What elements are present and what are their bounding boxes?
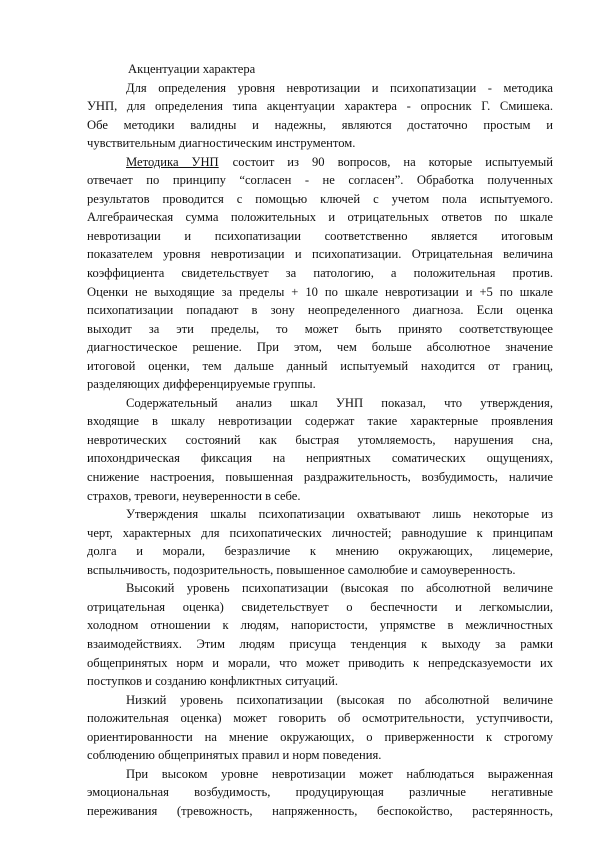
text-line: невротических состояний как быстрая утомляемость, нарушения сна,: [87, 432, 553, 447]
text-line: отрицательная оценка) свидетельствует о беспечности и легкомыслии,: [87, 599, 553, 614]
text-line: поступков и созданию конфликтных ситуаций.: [87, 674, 338, 689]
paragraph-unp-method: [87, 153, 553, 394]
text-line: результатов проводится с помощью ключей с учетом пола испытуемого.: [87, 191, 553, 206]
text-line: переживания (тревожность, напряженность, беспокойство, растерянность,: [87, 803, 553, 818]
text-line: вспыльчивость, подозрительность, повышенное самолюбие и самоуверенность.: [87, 562, 516, 577]
text-line: входящие в шкалу невротизации содержат такие характерные проявления: [87, 414, 553, 429]
paragraph-low-psychopathization: [87, 691, 553, 765]
text-line: Оценки не выходящие за пределы + 10 по шкале невротизации и +5 по шкале: [87, 284, 553, 299]
text-line: показателем уровня невротизации и психопатизации. Отрицательная величина: [87, 247, 553, 262]
text-line-rest: состоит из 90 вопросов, на которые испытуемый: [232, 154, 553, 169]
text-line: ипохондрическая фиксация на неприятных соматических ощущениях,: [87, 451, 553, 466]
text-line: Алгебраическая сумма положительных и отрицательных ответов по шкале: [87, 210, 553, 225]
text-line: чувствительным диагностическим инструментом.: [87, 136, 356, 151]
paragraph-methods-intro: [87, 79, 553, 153]
text-line: итоговой оценки, тем дальше данный испытуемый находится от границ,: [87, 358, 553, 373]
text-line: страхов, тревоги, неуверенности в себе.: [87, 488, 301, 503]
text-line: разделяющих дифференцируемые группы.: [87, 377, 316, 392]
paragraph-high-psychopathization: [87, 579, 553, 690]
text-line: При высоком уровне невротизации может наблюдаться выраженная: [126, 766, 553, 781]
text-line: черт, характерных для психопатических личностей; равнодушие к принципам: [87, 525, 553, 540]
text-line: холодном отношении к людям, напористости, упрямстве в межличностных: [87, 618, 553, 633]
text-line: соблюдению общепринятых правил и норм поведения.: [87, 748, 382, 763]
paragraph-neurotization-scale: [87, 394, 553, 505]
paragraph-high-neurotization: [87, 765, 553, 821]
text-line: невротизации и психопатизации соответственно является итоговым: [87, 228, 553, 243]
text-line: Утверждения шкалы психопатизации охватывают лишь некоторые из: [126, 507, 553, 522]
text-line: ориентированности на мнение окружающих, о приверженности к строгому: [87, 729, 553, 744]
text-line: взаимодействиях. Этим людям присуща тенденция к выходу за рамки: [87, 636, 553, 651]
text-line: Содержательный анализ шкал УНП показал, что утверждения,: [126, 395, 553, 410]
text-line: психопатизации попадают в зону неопределенного диагноза. Если оценка: [87, 303, 553, 318]
text-line: УНП, для определения типа акцентуации характера - опросник Г. Смишека.: [87, 99, 553, 114]
text-line: положительная оценка) может говорить об осмотрительности, уступчивости,: [87, 711, 553, 726]
text-line: диагностическое решение. При этом, чем больше абсолютное значение: [87, 340, 553, 355]
text-line: Для определения уровня невротизации и психопатизации - методика: [126, 80, 553, 95]
text-line: Низкий уровень психопатизации (высокая по абсолютной величине: [126, 692, 553, 707]
text-line: [87, 153, 553, 172]
text-line: эмоциональная возбудимость, продуцирующая различные негативные: [87, 785, 553, 800]
text-line: Высокий уровень психопатизации (высокая по абсолютной величине: [126, 581, 553, 596]
paragraph-psychopathization-scale: [87, 505, 553, 579]
text-line: снижение настроения, повышенная раздражительность, возбудимость, наличие: [87, 470, 553, 485]
text-line: коэффициента свидетельствует за патологию, а положительная против.: [87, 266, 553, 281]
document-body: [87, 60, 553, 820]
document-title: Акцентуации характера: [128, 62, 256, 76]
text-line: Обе методики валидны и надежны, являются достаточно простым и: [87, 117, 553, 132]
text-line: отвечает по принципу “согласен - не согласен”. Обработка полученных: [87, 173, 553, 188]
text-line: выходит за эти пределы, то может быть принято соответствующее: [87, 321, 553, 336]
method-name-underlined: Методика УНП: [126, 154, 219, 169]
text-line: общепринятых норм и морали, что может приводить к непредсказуемости их: [87, 655, 553, 670]
text-line: долга и морали, безразличие к мнению окружающих, лицемерие,: [87, 544, 553, 559]
